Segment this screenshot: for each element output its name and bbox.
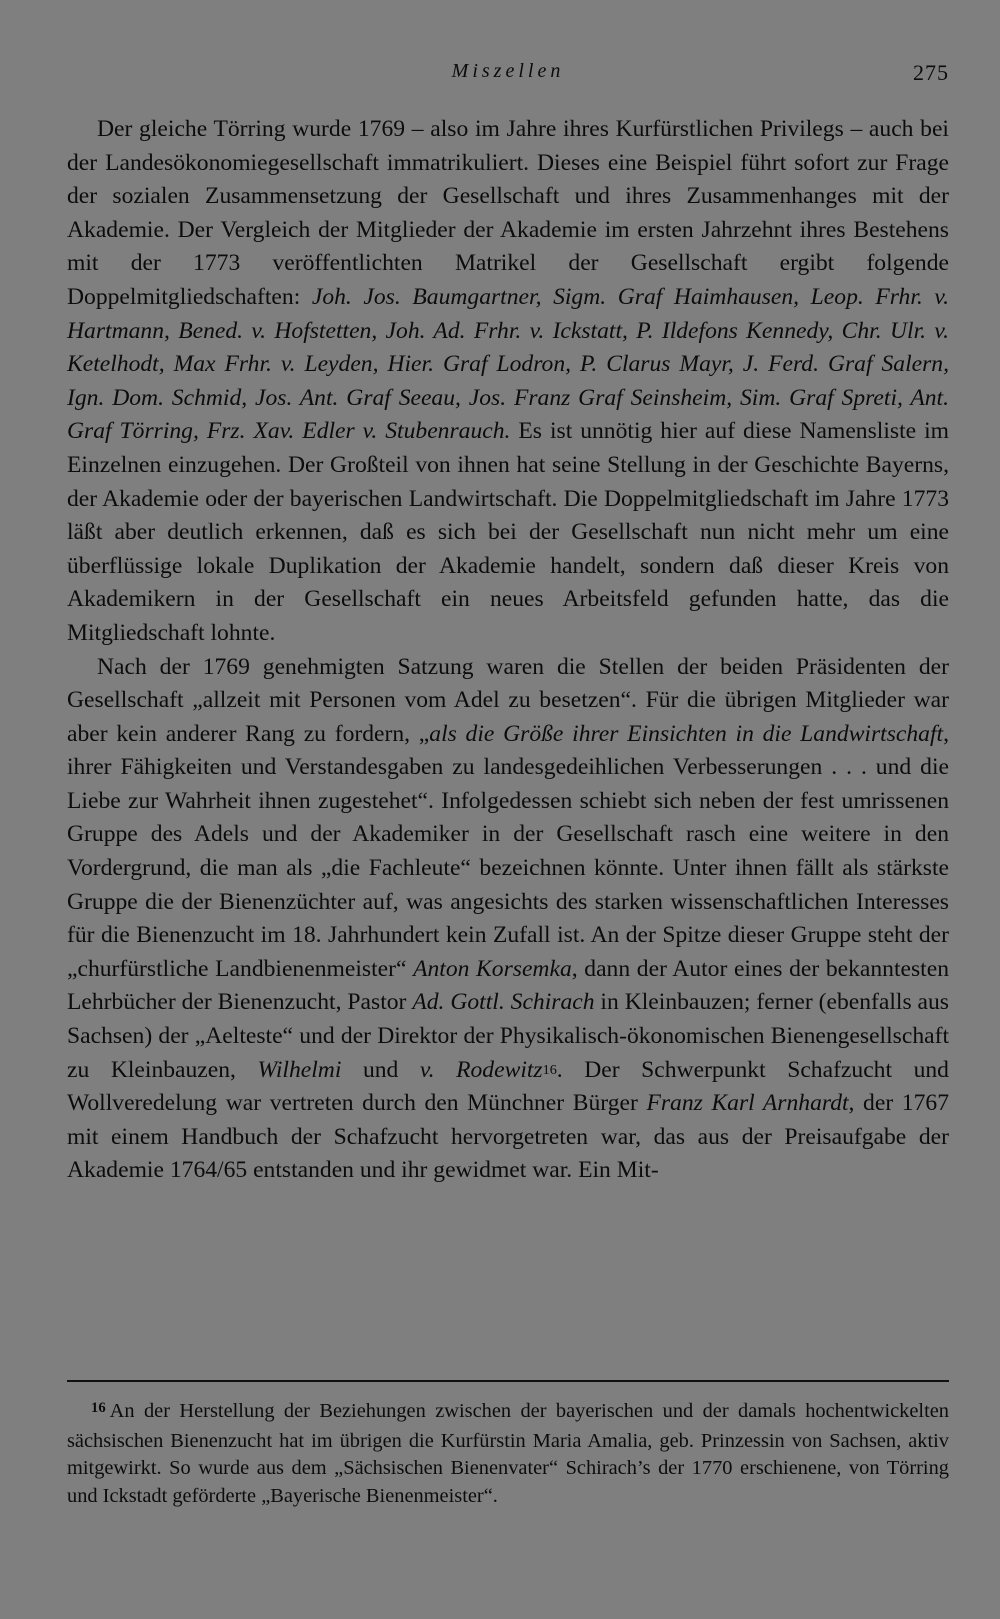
text-run: in Kleinbauzen; ferner (ebenfalls aus Sachsen) der „Aelteste“ und der Direktor der Physikalisch-ökonomischen Bienengesellschaft zu Kleinbauzen, xyxy=(67,989,949,1083)
text-run: . Der Schwerpunkt Schafzucht und Wollveredelung war vertreten durch den Münchner Bürger xyxy=(67,1056,949,1117)
italic-run: als die Größe ihrer Einsichten in die Landwirtschaft xyxy=(429,720,944,747)
text-run: , dann der Autor eines der bekanntesten Lehrbücher der Bienenzucht, Pastor xyxy=(67,955,949,1016)
body-text xyxy=(67,113,949,1188)
footnote-text: An der Herstellung der Beziehungen zwischen der bayerischen und der damals hochentwickelten sächsischen Bienenzucht hat im übrigen die Kurfürstin Maria Amalia, geb. Prinzessin von Sachsen, aktiv mitgewirkt. So wurde aus dem „Sächsischen Bienenvater“ Schirach’s der 1770 erschienene, von Törring und Ickstadt geförderte „Bayerische Bienenmeister“. xyxy=(67,1400,949,1507)
text-run: Der gleiche Törring wurde 1769 – also im Jahre ihres Kurfürstlichen Privilegs – auch bei der Landesökonomiegesellschaft immatrikuliert. Dieses eine Beispiel führt sofort zur Frage der sozialen Zusammensetzung der Gesellschaft und ihres Zusammenhanges mit der Akademie. Der Vergleich der Mitglieder der Akademie im ersten Jahrzehnt ihres Bestehens mit der 1773 veröffentlichten Matrikel der Gesellschaft ergibt folgende Doppelmitgliedschaften: xyxy=(67,116,949,310)
footnote-divider xyxy=(67,1380,949,1382)
italic-run: Franz Karl Arnhardt xyxy=(646,1090,849,1117)
paragraph-1 xyxy=(67,113,949,651)
page-header xyxy=(67,58,949,88)
text-run: , ihrer Fähigkeiten und Verstandesgaben zu landesgedeihlichen Verbesserungen . . . und die Liebe zur Wahrheit ihnen zugestehet“. Infolgedessen schiebt sich neben der fest umrissenen Gruppe des Adels und der Akademiker in der Gesellschaft rasch eine weitere in den Vordergrund, die man als „die Fachleute“ bezeichnen könnte. Unter ihnen fällt als stärkste Gruppe die der Bienenzüchter auf, was angesichts des starken wissenschaftlichen Interesses für die Bienenzucht im 18. Jahrhundert kein Zufall ist. An der Spitze dieser Gruppe steht der „churfürstliche Landbienenmeister“ xyxy=(67,720,949,982)
italic-run: v. Rodewitz xyxy=(419,1056,543,1083)
footnote-paragraph xyxy=(67,1398,949,1510)
footnote-number: 16 xyxy=(91,1399,106,1416)
text-run: und xyxy=(341,1056,420,1083)
paragraph-2 xyxy=(67,651,949,1189)
text-run: Es ist unnötig hier auf diese Namensliste im Einzelnen einzugehen. Der Großteil von ihnen hat seine Stellung in der Geschichte Bayerns, der Akademie oder der bayerischen Landwirtschaft. Die Doppelmitgliedschaft im Jahre 1773 läßt aber deutlich erkennen, daß es sich bei der Gesellschaft nun nicht mehr um eine überflüssige lokale Duplikation der Akademie handelt, sondern daß dieser Kreis von Akademikern in der Gesellschaft ein neues Arbeitsfeld gefunden hatte, das die Mitgliedschaft lohnte. xyxy=(67,418,949,646)
text-run: , der 1767 mit einem Handbuch der Schafzucht hervorgetreten war, das aus der Preisaufgabe der Akademie 1764/65 entstanden und ihr gewidmet war. Ein Mit- xyxy=(67,1090,949,1184)
footnote-16 xyxy=(67,1398,949,1510)
text-run: Nach der 1769 genehmigten Satzung waren die Stellen der beiden Präsidenten der Gesellschaft „allzeit mit Personen vom Adel zu besetzen“. Für die übrigen Mitglieder war aber kein anderer Rang zu fordern, „ xyxy=(67,653,949,747)
footnote-reference: 16 xyxy=(542,1061,557,1078)
italic-run: Ad. Gottl. Schirach xyxy=(412,989,595,1016)
italic-run: Anton Korsemka xyxy=(413,955,572,982)
italic-run: Wilhelmi xyxy=(257,1056,342,1083)
running-head: Miszellen xyxy=(451,60,565,82)
italic-run: Joh. Jos. Baumgartner, Sigm. Graf Haimhausen, Leop. Frhr. v. Hartmann, Bened. v. Hofstetten, Joh. Ad. Frhr. v. Ickstatt, P. Ildefons Kennedy, Chr. Ulr. v. Ketelhodt, Max Frhr. v. Leyden, Hier. Graf Lodron, P. Clarus Mayr, J. Ferd. Graf Salern, Ign. Dom. Schmid, Jos. Ant. Graf Seeau, Jos. Franz Graf Seinsheim, Sim. Graf Spreti, Ant. Graf Törring, Frz. Xav. Edler v. Stubenrauch. xyxy=(67,283,949,445)
page-number: 275 xyxy=(913,60,949,85)
